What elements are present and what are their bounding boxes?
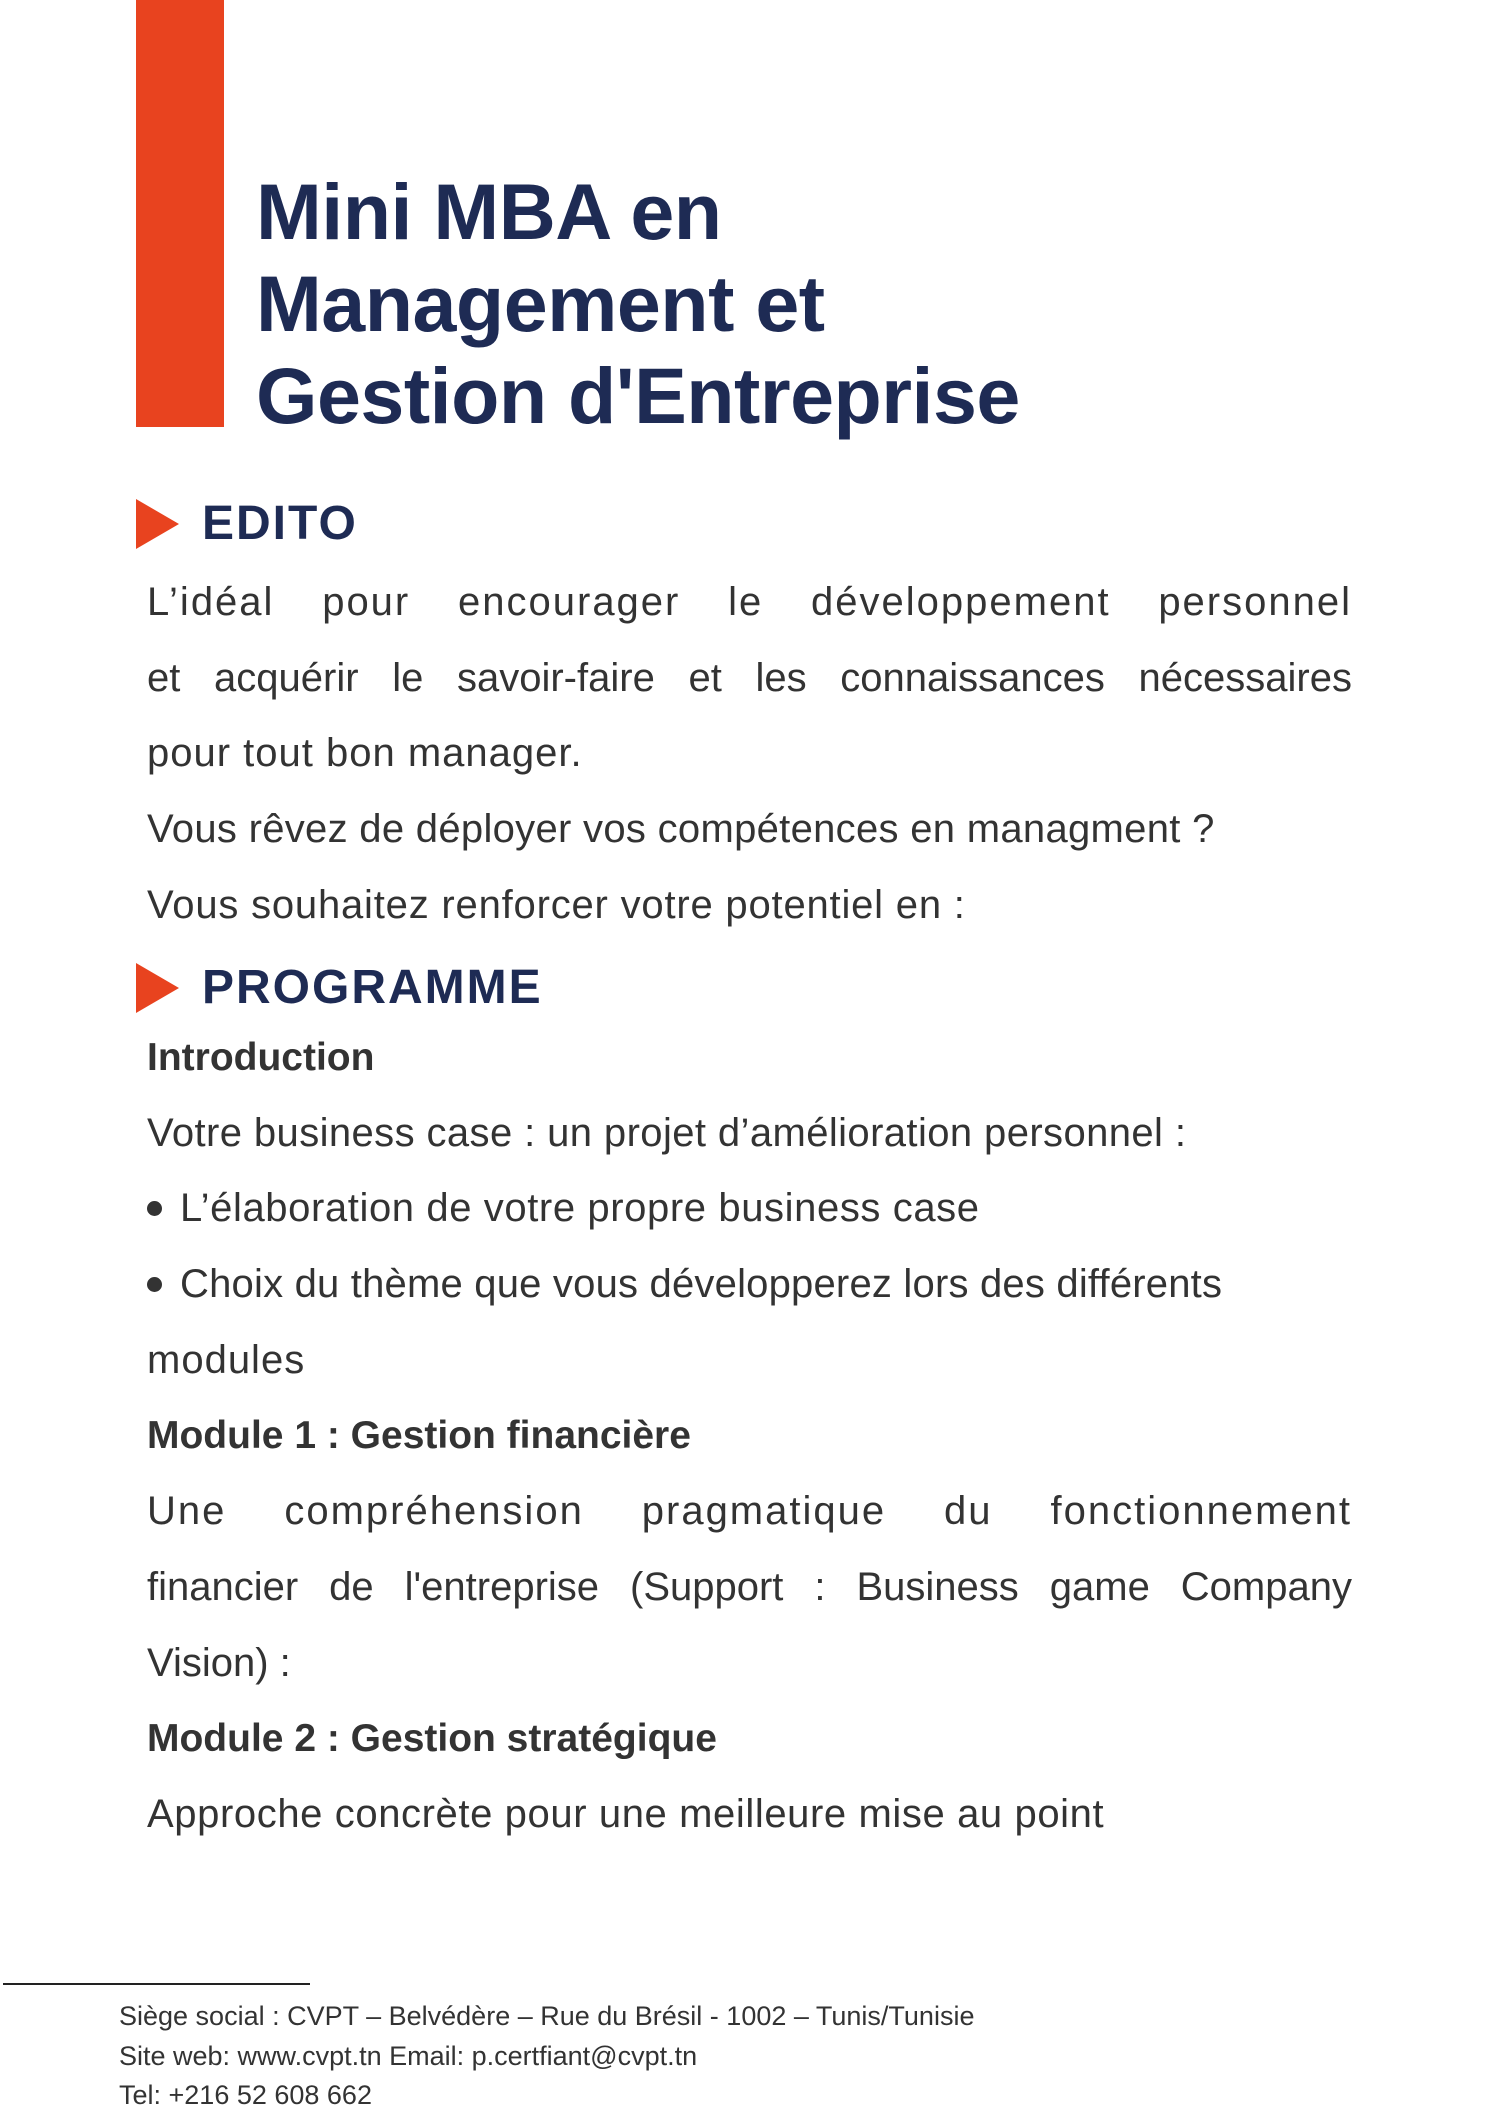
module-1-line: financier de l'entreprise (Support : Business game Company (147, 1564, 1352, 1609)
introduction-title: Introduction (147, 1036, 375, 1079)
edito-body (147, 565, 1352, 943)
triangle-right-icon (136, 499, 179, 549)
programme-body (147, 1020, 1352, 1853)
list-item (147, 1247, 1352, 1323)
footer (119, 1997, 974, 2116)
introduction-text: Votre business case : un projet d’amélioration personnel : (147, 1110, 1187, 1155)
bullet-icon (147, 1201, 162, 1216)
footer-divider (3, 1983, 310, 1985)
triangle-right-icon (136, 963, 179, 1013)
title-line-2: Management et (256, 259, 825, 348)
title-line-1: Mini MBA en (256, 167, 722, 256)
edito-line: L’idéal pour encourager le développement personnel (147, 580, 1352, 624)
accent-bar (136, 0, 224, 427)
footer-address: Siège social : CVPT – Belvédère – Rue du Brésil - 1002 – Tunis/Tunisie (119, 2001, 975, 2031)
list-item-text: L’élaboration de votre propre business case (180, 1186, 980, 1231)
section-heading-programme (136, 961, 543, 1014)
page-title (256, 166, 1020, 442)
section-heading-edito (136, 497, 358, 550)
section-heading-label: EDITO (202, 497, 358, 550)
section-heading-label: PROGRAMME (202, 961, 543, 1014)
module-1-line: Une compréhension pragmatique du fonctionnement (147, 1489, 1352, 1534)
edito-line: Vous souhaitez renforcer votre potentiel en : (147, 882, 966, 927)
edito-line: et acquérir le savoir-faire et les connaissances nécessaires (147, 655, 1352, 700)
edito-line: Vous rêvez de déployer vos compétences en managment ? (147, 807, 1215, 852)
module-1-title: Module 1 : Gestion financière (147, 1414, 691, 1458)
introduction-continuation: modules (147, 1337, 306, 1382)
footer-phone: Tel: +216 52 608 662 (119, 2080, 372, 2110)
module-2-line: Approche concrète pour une meilleure mise au point (147, 1791, 1105, 1836)
title-line-3: Gestion d'Entreprise (256, 351, 1020, 440)
module-1-line: Vision) : (147, 1640, 291, 1685)
edito-line: pour tout bon manager. (147, 731, 583, 776)
list-item-text: Choix du thème que vous développerez lors des différents (180, 1262, 1223, 1307)
module-2-title: Module 2 : Gestion stratégique (147, 1717, 717, 1761)
list-item (147, 1171, 1352, 1247)
footer-web-email: Site web: www.cvpt.tn Email: p.certfiant@cvpt.tn (119, 2040, 698, 2071)
bullet-icon (147, 1277, 162, 1292)
